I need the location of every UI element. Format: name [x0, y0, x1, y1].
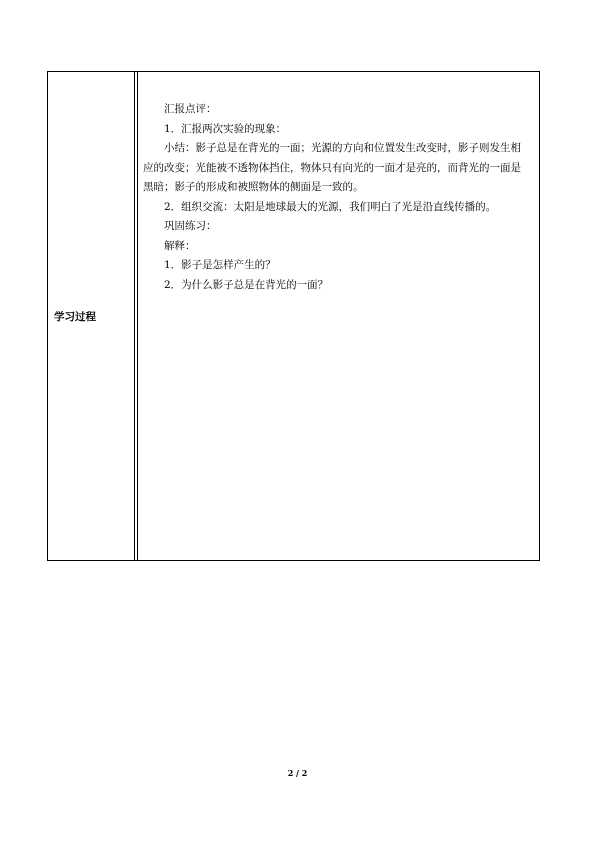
- lesson-table: [47, 71, 540, 561]
- question-2: 2．为什么影子总是在背光的一面？: [164, 278, 329, 291]
- paragraph-discussion: 2．组织交流：太阳是地球最大的光源，我们明白了光是沿直线传播的。: [164, 200, 497, 213]
- paragraph-explain-heading: 解释：: [164, 239, 196, 252]
- paragraph-practice-heading: 巩固练习：: [164, 220, 217, 232]
- row-content-cell: [138, 72, 539, 560]
- row-label-cell: [48, 72, 138, 560]
- paragraph-report-phenomena: 1．汇报两次实验的现象：: [164, 122, 287, 135]
- paragraph-review-heading: 汇报点评：: [164, 103, 217, 115]
- paragraph-summary: 小结：影子总是在背光的一面；光源的方向和位置发生改变时，影子则发生相应的改变；光能被不透物体挡住，物体只有向光的一面才是亮的，而背光的一面是黑暗；影子的形成和被照物体的侧面是一致的。: [143, 142, 521, 193]
- question-1: 1．影子是怎样产生的？: [164, 259, 276, 271]
- page-number: 2 / 2: [287, 768, 308, 778]
- row-label: 学习过程: [54, 310, 96, 323]
